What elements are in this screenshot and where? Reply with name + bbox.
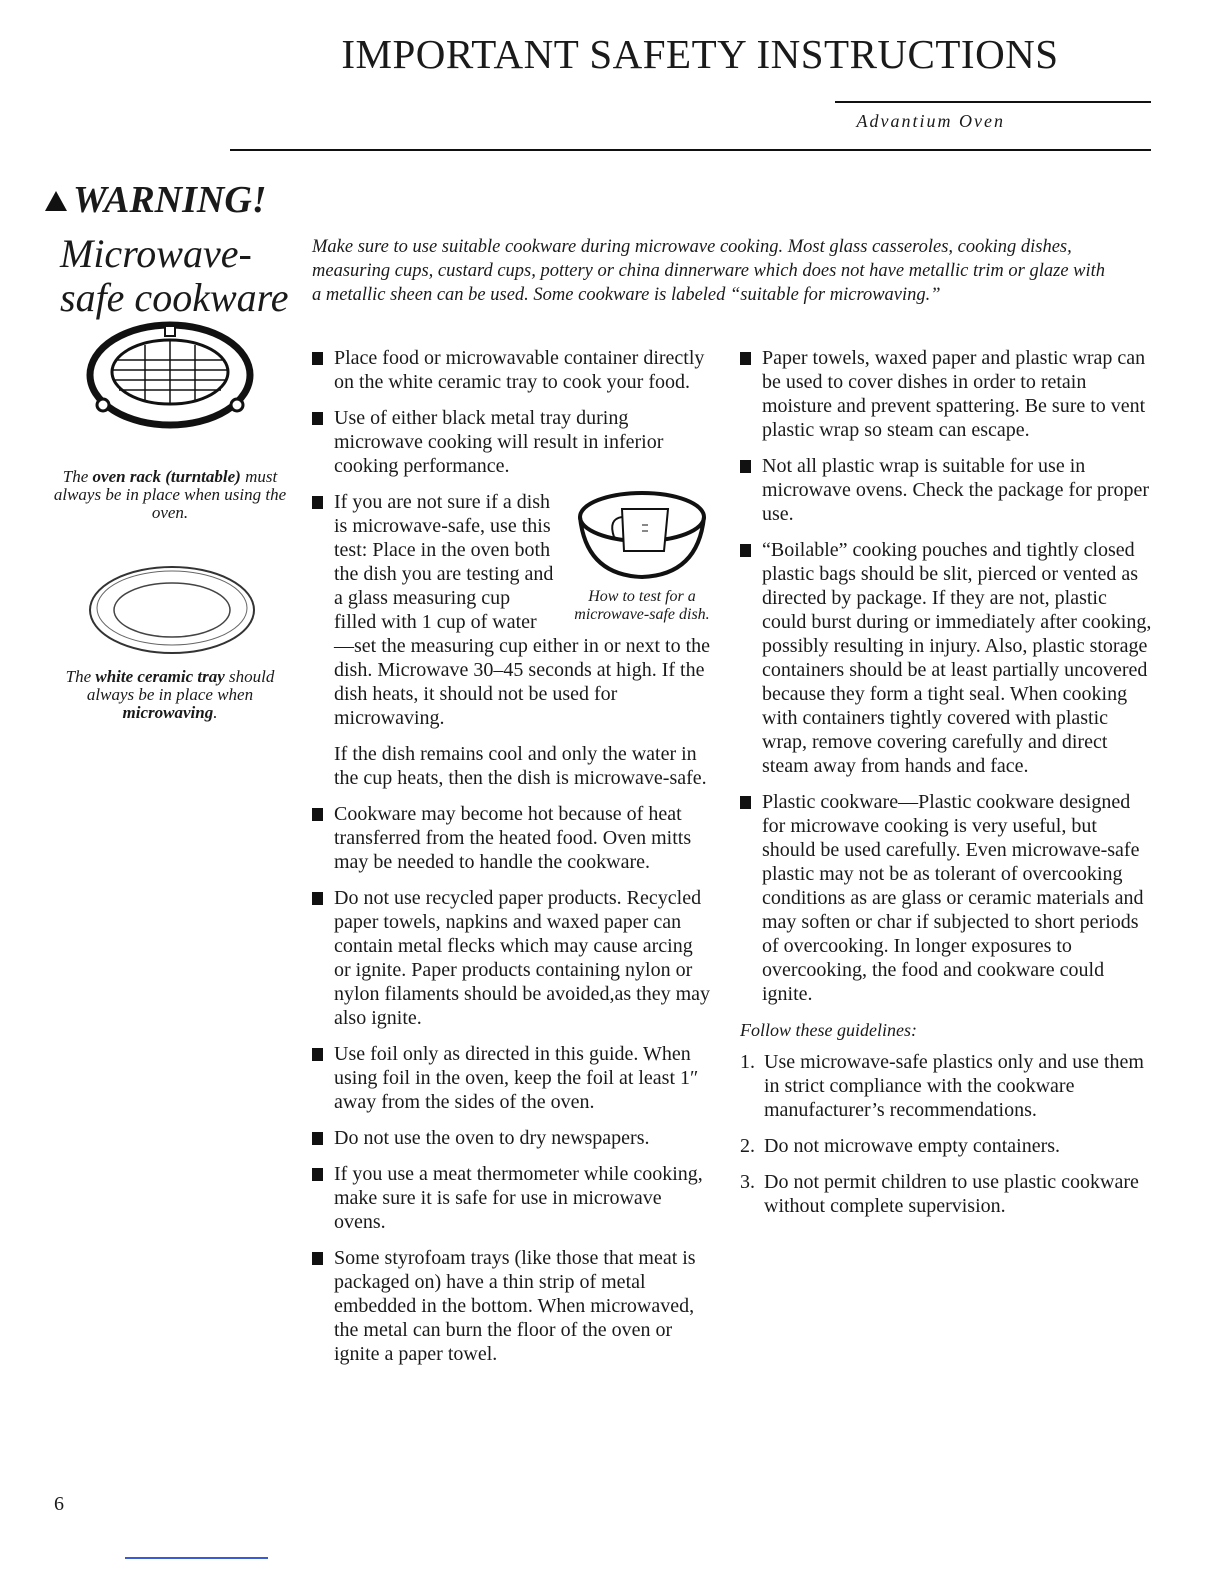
page-number: 6 [54, 1493, 64, 1515]
bullet-icon [740, 352, 751, 365]
list-paragraph: If the dish remains cool and only the water in the cup heats, then the dish is microwave-safe. [334, 743, 707, 789]
test-dish-caption: How to test for a microwave-safe dish. [574, 588, 710, 623]
list-item: How to test for a microwave-safe dish. If you are not sure if a dish is microwave-safe, use this test: Place in the oven both the dish you are testing and a glass measuring cup filled with 1 cup of water—set the measuring cup either in or next to the dish. Microwave 30–45 seconds at high. If the dish heats, it should not be used for microwaving. [312, 490, 712, 730]
list-item: “Boilable” cooking pouches and tightly closed plastic bags should be slit, pierced or vented as directed by package. If they are not, plastic could burst during or immediately after cooking, possibly resulting in injury. Also, plastic storage containers should be at least partially uncovered because they form a tight seal. When cooking with containers tightly covered with plastic wrap, remove covering carefully and direct steam away from hands and face. [740, 538, 1152, 778]
warning-text: WARNING! [73, 179, 267, 221]
list-item: Some styrofoam trays (like those that meat is packaged on) have a thin strip of metal embedded in the bottom. When microwaved, the metal can burn the floor of the oven or ignite a paper towel. [312, 1246, 712, 1366]
list-item: Paper towels, waxed paper and plastic wrap can be used to cover dishes in order to retain moisture and prevent spattering. Be sure to vent plastic wrap so steam can escape. [740, 346, 1152, 442]
oven-rack-illustration [85, 290, 255, 460]
guidelines-label: Follow these guidelines: [740, 1020, 917, 1040]
bullet-icon [312, 1168, 323, 1181]
list-item: Do not use recycled paper products. Recycled paper towels, napkins and waxed paper can contain metal flecks which may cause arcing or ignite. Paper products containing nylon or nylon filaments should be avoided,as they may also ignite. [312, 886, 712, 1030]
list-item: Plastic cookware—Plastic cookware designed for microwave cooking is very useful, but should be used carefully. Even microwave-safe plastic may not be as tolerant of overcooking conditions as are glass or ceramic materials and may soften or char if subjected to short periods of overcooking. In longer exposures to overcooking, the food and cookware could ignite. [740, 790, 1152, 1006]
warning-label [45, 178, 267, 222]
warning-triangle-icon [45, 191, 67, 211]
section-heading: Microwave-safe cookware [60, 231, 289, 320]
numbered-item: 3. Do not permit children to use plastic cookware without complete supervision. [740, 1171, 1139, 1217]
bullet-icon [312, 808, 323, 821]
list-item: Do not use the oven to dry newspapers. [312, 1126, 712, 1150]
bullet-icon [312, 892, 323, 905]
test-dish-figure [562, 487, 722, 624]
bullet-icon [312, 412, 323, 425]
bowl-with-cup-illustration [572, 487, 712, 582]
ceramic-tray-caption: The white ceramic tray should always be in place when microwaving. [65, 667, 275, 722]
list-item: Not all plastic wrap is suitable for use in microwave ovens. Check the package for proper use. [740, 454, 1152, 526]
intro-paragraph: Make sure to use suitable cookware during microwave cooking. Most glass casseroles, cooking dishes, measuring cups, custard cups, pottery or china dinnerware which does not have metallic trim or glaze with a metallic sheen can be used. Some cookware is labeled “suitable for microwaving.” [312, 237, 1106, 305]
list-item: Cookware may become hot because of heat transferred from the heated food. Oven mitts may be needed to handle the cookware. [312, 802, 712, 874]
bullet-icon [740, 460, 751, 473]
list-item: If you use a meat thermometer while cooking, make sure it is safe for use in microwave ovens. [312, 1162, 712, 1234]
right-column [740, 346, 1152, 1230]
left-column [312, 346, 712, 1378]
numbered-item: 1. Use microwave-safe plastics only and use them in strict compliance with the cookware manufacturer’s recommendations. [740, 1051, 1144, 1121]
bullet-icon [312, 1048, 323, 1061]
bullet-icon [312, 1132, 323, 1145]
numbered-item: 2. Do not microwave empty containers. [740, 1135, 1061, 1157]
footer-rule [125, 1557, 268, 1559]
ceramic-tray-illustration [85, 560, 260, 660]
header-rule [835, 101, 1151, 103]
list-item: Place food or microwavable container directly on the white ceramic tray to cook your food. [312, 346, 712, 394]
bullet-icon [312, 496, 323, 509]
bullet-icon [312, 352, 323, 365]
bullet-icon [312, 1252, 323, 1265]
bullet-icon [740, 544, 751, 557]
list-item: Use foil only as directed in this guide. When using foil in the oven, keep the foil at least 1″ away from the sides of the oven. [312, 1042, 712, 1114]
oven-rack-caption: The oven rack (turntable) must always be in place when using the oven. [53, 467, 287, 522]
header-subtitle: Advantium Oven [856, 111, 1005, 131]
bullet-icon [740, 796, 751, 809]
page-title: IMPORTANT SAFETY INSTRUCTIONS [341, 31, 1059, 77]
header-divider [230, 149, 1151, 151]
list-item: Use of either black metal tray during microwave cooking will result in inferior cooking performance. [312, 406, 712, 478]
